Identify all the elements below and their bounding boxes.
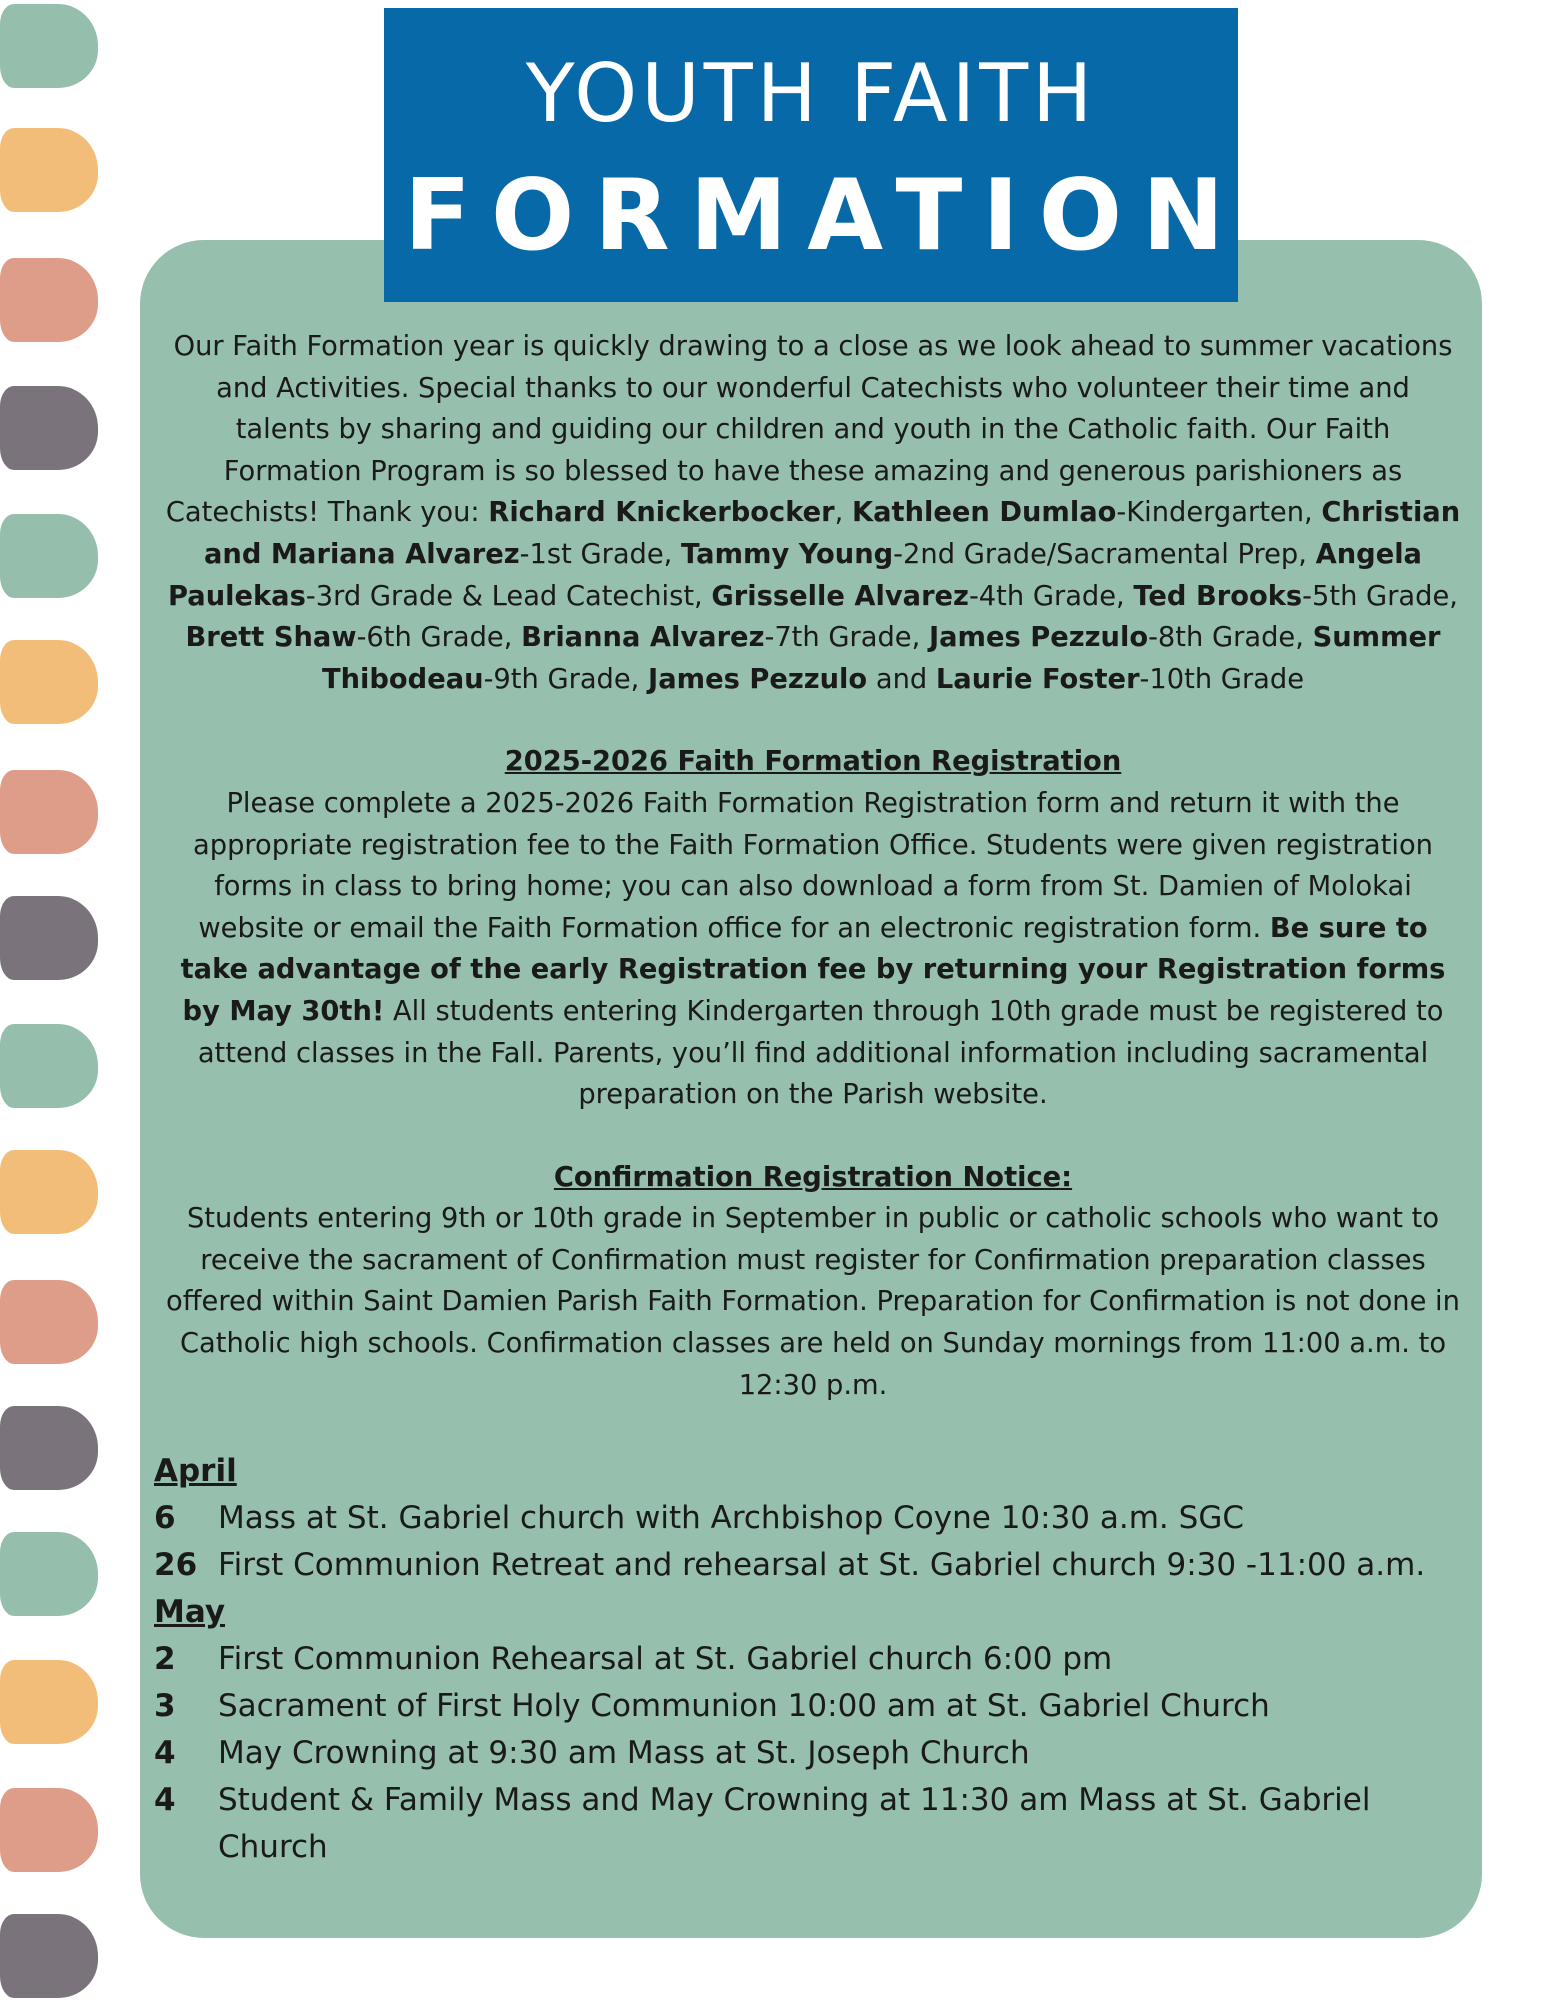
- catechist-name: Summer Thibodeau: [321, 622, 1441, 695]
- catechist-role: -6th Grade,: [356, 622, 522, 654]
- blob-orange: [0, 1660, 98, 1744]
- catechist-role: -4th Grade,: [968, 580, 1134, 612]
- event-text: Sacrament of First Holy Communion 10:00 am at St. Gabriel Church: [218, 1688, 1270, 1724]
- intro-paragraph: [165, 326, 1461, 700]
- blob-pink: [0, 770, 98, 854]
- event-day: 6: [154, 1500, 176, 1536]
- catechist-role: -3rd Grade & Lead Catechist,: [305, 580, 712, 612]
- catechist-name: Tammy Young: [681, 538, 894, 570]
- catechist-role: -2nd Grade/Sacramental Prep,: [893, 538, 1316, 570]
- month-heading-may: May: [154, 1594, 226, 1630]
- event-row: [154, 1495, 1454, 1542]
- event-text: May Crowning at 9:30 am Mass at St. Joseph Church: [218, 1735, 1030, 1771]
- registration-deadline: Be sure to take advantage of the early Registration fee by returning your Registration forms by May 30th!: [180, 912, 1446, 1027]
- blob-green: [0, 1024, 98, 1108]
- catechist-name: James Pezzulo: [928, 622, 1149, 654]
- event-text: Student & Family Mass and May Crowning at 11:30 am Mass at St. Gabriel Church: [218, 1782, 1371, 1865]
- catechist-role: ,: [834, 497, 852, 529]
- catechist-role: -9th Grade,: [483, 663, 649, 695]
- catechist-role: -8th Grade,: [1148, 622, 1313, 654]
- catechist-name: Brianna Alvarez: [521, 622, 765, 654]
- blob-orange: [0, 128, 98, 212]
- event-row: [154, 1636, 1454, 1683]
- event-row: [154, 1730, 1454, 1777]
- blob-pink: [0, 258, 98, 342]
- blob-pink: [0, 1280, 98, 1364]
- blob-gray: [0, 386, 98, 470]
- catechist-name: Angela Paulekas: [168, 538, 1422, 612]
- catechist-name: Grisselle Alvarez: [711, 580, 969, 612]
- blob-gray: [0, 1406, 98, 1490]
- decorative-blob-strip: [0, 0, 100, 2000]
- catechist-role: -10th Grade: [1139, 663, 1305, 695]
- catechist-name: Richard Knickerbocker: [488, 497, 835, 529]
- blob-gray: [0, 896, 98, 980]
- event-text: Mass at St. Gabriel church with Archbishop Coyne 10:30 a.m. SGC: [218, 1500, 1244, 1536]
- registration-text-2: All students entering Kindergarten through 10th grade must be registered to attend classes in the Fall. Parents, you’ll find additional information including sacramental preparation on the Parish website.: [197, 995, 1444, 1111]
- blob-gray: [0, 1914, 98, 1998]
- catechist-role: -1st Grade,: [519, 538, 682, 570]
- event-calendar: [154, 1448, 1454, 1871]
- month-heading-april: April: [154, 1453, 237, 1489]
- catechist-name: Christian and Mariana Alvarez: [204, 497, 1461, 570]
- event-day: 2: [154, 1641, 176, 1677]
- event-row: [154, 1777, 1454, 1871]
- catechist-name: Brett Shaw: [185, 622, 357, 654]
- event-text: First Communion Rehearsal at St. Gabriel church 6:00 pm: [218, 1641, 1113, 1677]
- catechist-role: and: [867, 663, 936, 695]
- catechist-name: James Pezzulo: [648, 663, 868, 695]
- event-day: 4: [154, 1782, 176, 1818]
- intro-text: Our Faith Formation year is quickly drawing to a close as we look ahead to summer vacations and Activities. Special thanks to our wonderful Catechists who volunteer their time and talents by sharing and guiding our children and youth in the Catholic faith. Our Faith Formation Program is so blessed to have these amazing and generous parishioners as Catechists! Thank you:: [165, 331, 1453, 529]
- main-content: [165, 326, 1461, 1406]
- event-row: [154, 1683, 1454, 1730]
- registration-text-1: Please complete a 2025-2026 Faith Formation Registration form and return it with the appropriate registration fee to the Faith Formation Office. Students were given registration forms in class to bring home; you can also download a form from St. Damien of Molokai website or email the Faith Formation office for an electronic registration form.: [193, 787, 1433, 944]
- event-row: [154, 1542, 1454, 1589]
- blob-orange: [0, 1150, 98, 1234]
- event-day: 3: [154, 1688, 176, 1724]
- event-day: 26: [154, 1547, 198, 1583]
- event-text: First Communion Retreat and rehearsal at St. Gabriel church 9:30 -11:00 a.m.: [218, 1547, 1426, 1583]
- confirmation-paragraph: Students entering 9th or 10th grade in September in public or catholic schools who want to receive the sacrament of Confirmation must register for Confirmation preparation classes offered within Saint Damien Parish Faith Formation. Preparation for Confirmation is not done in Catholic high schools. Confirmation classes are held on Sunday mornings from 11:00 a.m. to 12:30 p.m.: [166, 1203, 1460, 1401]
- registration-heading: 2025-2026 Faith Formation Registration: [504, 746, 1122, 778]
- catechist-name: Ted Brooks: [1133, 580, 1303, 612]
- catechist-role: -Kindergarten,: [1116, 497, 1322, 529]
- title-banner: [384, 8, 1245, 302]
- title-line-1: YOUTH FAITH: [525, 47, 1097, 140]
- title-line-2: FORMATION: [404, 159, 1245, 273]
- blob-green: [0, 1532, 98, 1616]
- catechist-role: -5th Grade,: [1302, 580, 1458, 612]
- blob-orange: [0, 640, 98, 724]
- confirmation-heading: Confirmation Registration Notice:: [553, 1161, 1073, 1193]
- catechist-name: Kathleen Dumlao: [851, 497, 1117, 529]
- event-day: 4: [154, 1735, 176, 1771]
- catechist-name: Laurie Foster: [935, 663, 1140, 695]
- registration-paragraph: [165, 783, 1461, 1116]
- blob-green: [0, 4, 98, 88]
- catechist-role: -7th Grade,: [764, 622, 929, 654]
- blob-pink: [0, 1788, 98, 1872]
- blob-green: [0, 514, 98, 598]
